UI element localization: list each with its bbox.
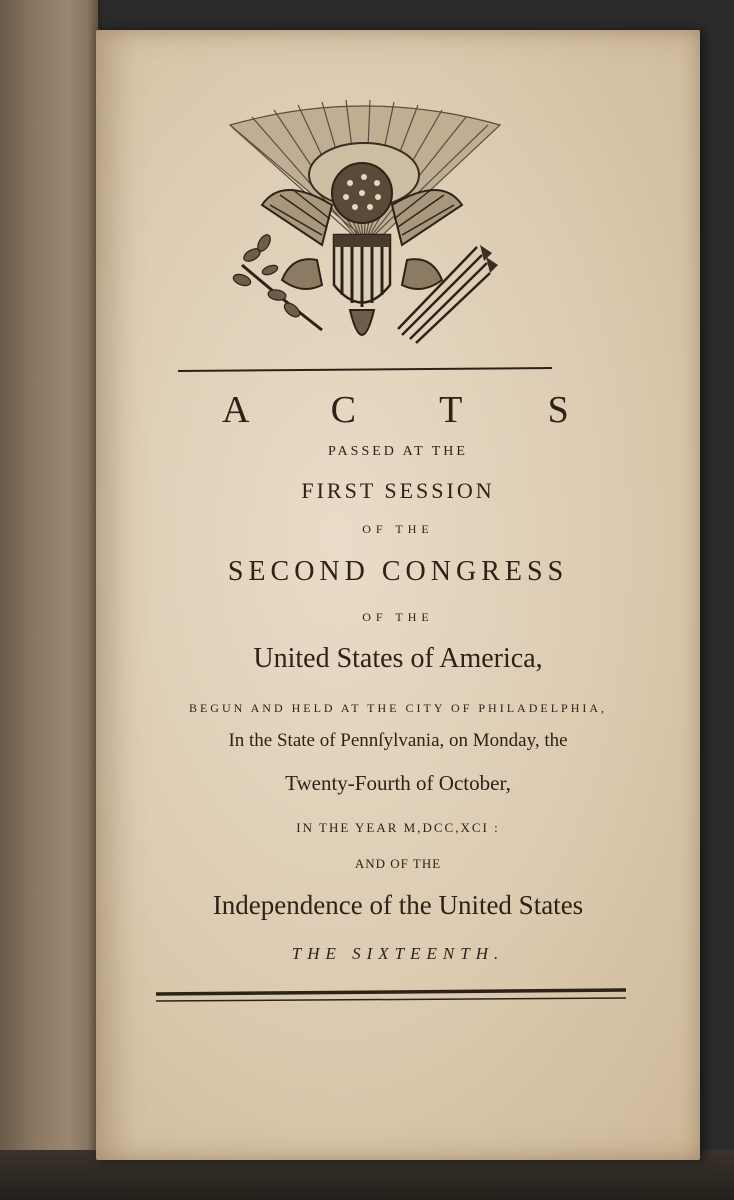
top-rule	[178, 366, 552, 374]
acts-letter-a: A	[222, 389, 252, 431]
passed-line: PASSED AT THE	[328, 444, 468, 459]
acts-letter-s: S	[547, 389, 571, 431]
state-line: In the State of Pennſylvania, on Monday, the	[228, 730, 568, 751]
eagle-seal-icon	[222, 95, 507, 360]
begun-line: BEGUN AND HELD AT THE CITY OF PHILADELPHIA,	[188, 701, 608, 715]
book-cover-board	[0, 0, 98, 1200]
year-line: IN THE YEAR M,DCC,XCI :	[296, 820, 500, 835]
independence-line: Independence of the United States	[212, 890, 584, 920]
of-the-line-1: OF THE	[362, 522, 434, 536]
acts-letter-t: T	[439, 389, 465, 431]
bottom-double-rule	[156, 986, 626, 1006]
sixteenth-line: THE SIXTEENTH.	[291, 944, 505, 963]
session-line: FIRST SESSION	[301, 478, 495, 503]
of-the-line-2: OF THE	[362, 610, 434, 624]
and-of-line: AND OF THE	[354, 856, 442, 871]
country-line: United States of America,	[253, 643, 543, 674]
congress-line: SECOND CONGRESS	[227, 556, 569, 587]
date-line: Twenty-Fourth of October,	[285, 771, 511, 795]
acts-heading	[96, 388, 700, 432]
acts-letter-c: C	[330, 389, 358, 431]
